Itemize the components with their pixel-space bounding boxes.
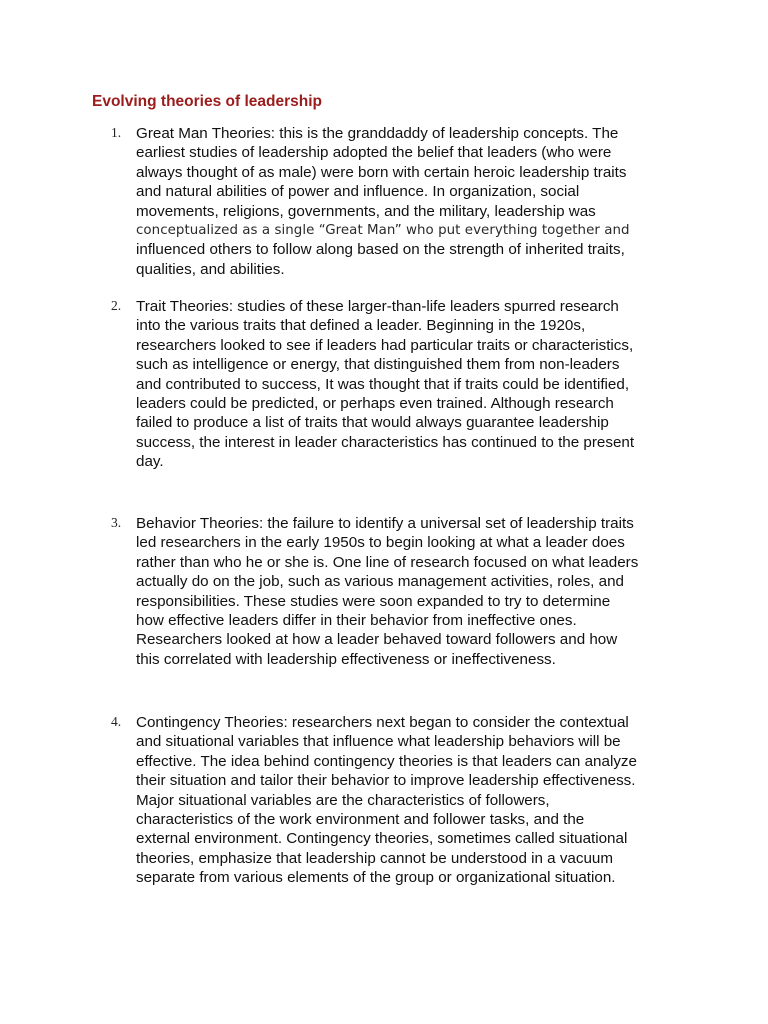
list-item-line: success, the interest in leader characteristics has continued to the present bbox=[136, 433, 635, 451]
list-item-line: responsibilities. These studies were soon expanded to try to determine bbox=[136, 592, 611, 610]
list-item-line: separate from various elements of the group or organizational situation. bbox=[136, 869, 616, 887]
list-item-line: movements, religions, governments, and the military, leadership was bbox=[136, 202, 596, 220]
list-item-line: their situation and tailor their behavior to improve leadership effectiveness. bbox=[136, 772, 636, 790]
list-item-line: effective. The idea behind contingency theories is that leaders can analyze bbox=[136, 752, 637, 770]
list-item-line: influenced others to follow along based on the strength of inherited traits, bbox=[136, 241, 625, 259]
list-item-line: external environment. Contingency theories, sometimes called situational bbox=[136, 830, 628, 848]
list-item-line: Trait Theories: studies of these larger-than-life leaders spurred research bbox=[136, 298, 619, 315]
list-item-line: day. bbox=[136, 453, 164, 471]
list-item-trait bbox=[111, 297, 696, 472]
list-item-line: rather than who he or she is. One line of research focused on what leaders bbox=[136, 553, 639, 571]
list-item-line: researchers looked to see if leaders had particular traits or characteristics, bbox=[136, 336, 634, 354]
list-item-line: this correlated with leadership effectiveness or ineffectiveness. bbox=[136, 650, 556, 668]
list-item-line: and natural abilities of power and influence. In organization, social bbox=[136, 183, 580, 201]
list-item-line: actually do on the job, such as various management activities, roles, and bbox=[136, 573, 624, 591]
list-item-line: into the various traits that defined a leader. Beginning in the 1920s, bbox=[136, 317, 586, 335]
list-item-line: failed to produce a list of traits that would always guarantee leadership bbox=[136, 414, 609, 432]
list-item-line: characteristics of the work environment and follower tasks, and the bbox=[136, 810, 585, 828]
list-item-line: Behavior Theories: the failure to identify a universal set of leadership traits bbox=[136, 515, 634, 532]
list-item-great-man bbox=[111, 124, 696, 279]
list-item-line: how effective leaders differ in their behavior from ineffective ones. bbox=[136, 611, 577, 629]
list-item-line: and contributed to success, It was thought that if traits could be identified, bbox=[136, 375, 630, 393]
list-item-contingency bbox=[111, 713, 696, 888]
list-item-line: always thought of as male) were born with certain heroic leadership traits bbox=[136, 163, 627, 181]
list-item-line: theories, emphasize that leadership cannot be understood in a vacuum bbox=[136, 849, 614, 867]
list-item-line: Researchers looked at how a leader behaved toward followers and how bbox=[136, 631, 618, 649]
list-item-line: such as intelligence or energy, that distinguished them from non-leaders bbox=[136, 356, 620, 374]
list-item-line: leaders could be predicted, or perhaps even trained. Although research bbox=[136, 394, 614, 412]
list-item-line: Great Man Theories: this is the granddaddy of leadership concepts. The bbox=[136, 125, 619, 142]
list-item-line: qualities, and abilities. bbox=[136, 260, 285, 278]
list-item-line: earliest studies of leadership adopted the belief that leaders (who were bbox=[136, 144, 612, 162]
list-item-line: Contingency Theories: researchers next began to consider the contextual bbox=[136, 714, 629, 731]
list-number: 3. bbox=[111, 515, 122, 530]
document-heading: Evolving theories of leadership bbox=[92, 93, 322, 110]
list-item-behavior bbox=[111, 514, 696, 669]
list-number: 1. bbox=[111, 125, 122, 140]
list-number: 4. bbox=[111, 714, 122, 729]
list-item-line: Major situational variables are the characteristics of followers, bbox=[136, 791, 550, 809]
list-number: 2. bbox=[111, 298, 122, 313]
list-item-line: led researchers in the early 1950s to begin looking at what a leader does bbox=[136, 534, 625, 552]
list-item-line: and situational variables that influence what leadership behaviors will be bbox=[136, 733, 621, 751]
list-item-line: conceptualized as a single “Great Man” who put everything together and bbox=[136, 222, 630, 238]
